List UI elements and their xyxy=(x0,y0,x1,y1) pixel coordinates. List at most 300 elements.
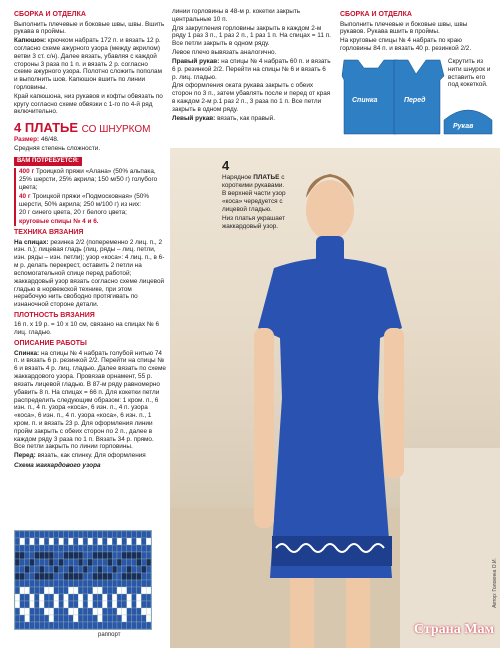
density-text: 16 п. x 19 р. = 10 x 10 см, связано на спицах № 6 лиц. гладью. xyxy=(14,321,160,337)
scheme-cell xyxy=(64,580,69,587)
scheme-cell xyxy=(15,580,20,587)
scheme-cell xyxy=(83,531,88,538)
scheme-cell xyxy=(146,601,151,608)
scheme-cell xyxy=(132,580,137,587)
scheme-cell xyxy=(83,545,88,552)
scheme-cell xyxy=(112,601,117,608)
scheme-cell xyxy=(68,580,73,587)
scheme-cell xyxy=(44,587,49,594)
scheme-cell xyxy=(102,615,107,622)
scheme-cell xyxy=(39,622,44,629)
scheme-cell xyxy=(93,552,98,559)
scheme-cell xyxy=(39,573,44,580)
scheme-cell xyxy=(30,559,35,566)
scheme-cell xyxy=(34,531,39,538)
scheme-cell xyxy=(39,587,44,594)
scheme-cell xyxy=(30,594,35,601)
scheme-cell xyxy=(112,566,117,573)
scheme-cell xyxy=(25,573,30,580)
scheme-cell xyxy=(88,580,93,587)
scheme-cell xyxy=(83,573,88,580)
scheme-cell xyxy=(49,608,54,615)
scheme-cell xyxy=(88,545,93,552)
materials-list xyxy=(14,168,166,226)
scheme-cell xyxy=(15,608,20,615)
scheme-cell xyxy=(44,594,49,601)
scheme-cell xyxy=(127,601,132,608)
scheme-cell xyxy=(98,559,103,566)
scheme-cell xyxy=(83,552,88,559)
scheme-cell xyxy=(49,601,54,608)
scheme-cell xyxy=(98,552,103,559)
scheme-cell xyxy=(127,615,132,622)
scheme-cell xyxy=(98,622,103,629)
scheme-cell xyxy=(132,573,137,580)
front-text xyxy=(14,452,166,460)
scheme-cell xyxy=(88,552,93,559)
scheme-cell xyxy=(83,601,88,608)
material-1 xyxy=(19,168,166,191)
scheme-cell xyxy=(132,587,137,594)
scheme-cell xyxy=(44,573,49,580)
scheme-cell xyxy=(59,594,64,601)
scheme-cell xyxy=(73,531,78,538)
scheme-cell xyxy=(78,594,83,601)
scheme-cell xyxy=(132,622,137,629)
scheme-cell xyxy=(49,531,54,538)
model-subtitle: СО ШНУРКОМ xyxy=(81,124,151,136)
technique-heading: ТЕХНИКА ВЯЗАНИЯ xyxy=(14,229,84,237)
scheme-cell xyxy=(73,545,78,552)
scheme-cell xyxy=(93,608,98,615)
scheme-cell xyxy=(141,552,146,559)
scheme-cell xyxy=(30,580,35,587)
scheme-cell xyxy=(93,601,98,608)
scheme-cell xyxy=(83,559,88,566)
front-body: вязать, как спинку. Для оформления xyxy=(37,452,146,460)
scheme-cell xyxy=(127,573,132,580)
scheme-cell xyxy=(136,601,141,608)
scheme-cell xyxy=(30,538,35,545)
scheme-cell xyxy=(68,594,73,601)
scheme-cell xyxy=(146,538,151,545)
scheme-cell xyxy=(73,580,78,587)
scheme-cell xyxy=(59,580,64,587)
scheme-cell xyxy=(102,594,107,601)
scheme-cell xyxy=(78,573,83,580)
scheme-cell xyxy=(20,538,25,545)
scheme-cell xyxy=(88,538,93,545)
scheme-cell xyxy=(44,545,49,552)
scheme-cell xyxy=(107,538,112,545)
scheme-cell xyxy=(127,538,132,545)
left-arm xyxy=(254,328,274,528)
scheme-cell xyxy=(44,531,49,538)
scheme-cell xyxy=(88,594,93,601)
scheme-cell xyxy=(122,587,127,594)
caption-jacquard: Низ платья украшает жаккардовый узор. xyxy=(222,214,286,230)
collar-text: На круговые спицы № 4 набрать по краю горловины 84 п. и вязать 40 р. резинкой 2/2. xyxy=(340,37,472,52)
scheme-cell xyxy=(93,594,98,601)
front-label: Перед: xyxy=(14,452,36,460)
material-2-text: Троицкой пряжи «Подмосковная» (50% шерсти, 50% акрила; 250 м/100 г) из них: xyxy=(19,192,150,208)
left-shoulder-text: Левое плечо вывязать аналогично. xyxy=(172,49,277,57)
scheme-cell xyxy=(15,594,20,601)
scheme-cell xyxy=(98,573,103,580)
scheme-cell xyxy=(73,608,78,615)
scheme-cell xyxy=(146,594,151,601)
scheme-cell xyxy=(98,601,103,608)
scheme-cell xyxy=(141,545,146,552)
scheme-cell xyxy=(15,622,20,629)
scheme-cell xyxy=(98,594,103,601)
scheme-cell xyxy=(34,594,39,601)
scheme-cell xyxy=(98,587,103,594)
scheme-cell xyxy=(122,538,127,545)
jacquard-scheme xyxy=(14,530,152,630)
scheme-cell xyxy=(88,601,93,608)
hood-text: крючком набрать 172 п. и вязать 12 р. согласно схеме ажурного узора (между акрилом) ветви 3 ст. с/н). Далее вязать, убавляя с каждой стороны 3 раза по 1 п. и вязать 2 р. согласно схеме ажурного узора. Полотно сложить пополам и выполнить шов. Капюшон вшить по линии горловины. xyxy=(14,37,162,92)
caption-cable: В верхней части узор «коса» чередуется с лицевой гладью. xyxy=(222,190,286,214)
scheme-cell xyxy=(54,580,59,587)
scheme-cell xyxy=(15,538,20,545)
scheme-cell xyxy=(136,615,141,622)
scheme-cell xyxy=(20,559,25,566)
material-4: круговые спицы № 4 и 6. xyxy=(19,218,99,226)
scheme-cell xyxy=(102,580,107,587)
scheme-cell xyxy=(54,566,59,573)
scheme-cell xyxy=(117,615,122,622)
scheme-cell xyxy=(117,559,122,566)
back-body: на спицы № 4 набрать голубой нитью 74 п. и вязать 6 р. резинкой 2/2. Перейти на спицы № 6 и вязать 4 р. лиц. гладью. Далее вязать по схеме жаккардового узора. Провязав орнамент, 55 р. вязать лицевой гладью. В 87-м ряду равномерно убавить 8 п. На спицах = 66 п. Для кокетки петли распределить следующим образом: 1 кром. п., 6 изн. п., 4 п. узора «коса», 6 изн. п., 4 п. узора «коса», 6 изн. п., 4 п. узора «коса», 6 изн. п., 1 кром. п. и вязать 23 р. Для оформления линии пройм закрыть с обеих сторон по 2 п., далее в каждом ряду 3 раза по 1 п. Вязать 34 р. прямо. Все петли закрыть по линии горловины. xyxy=(14,349,166,451)
scheme-cell xyxy=(107,608,112,615)
scheme-cell xyxy=(107,573,112,580)
scheme-cell xyxy=(30,587,35,594)
technique-label: На спицах: xyxy=(14,238,49,246)
scheme-cell xyxy=(39,531,44,538)
scheme-cell xyxy=(20,615,25,622)
scheme-cell xyxy=(64,559,69,566)
scheme-cell xyxy=(39,594,44,601)
scheme-cell xyxy=(78,538,83,545)
scheme-cell xyxy=(98,531,103,538)
scheme-cell xyxy=(39,615,44,622)
scheme-cell xyxy=(39,601,44,608)
scheme-cell xyxy=(39,566,44,573)
scheme-cell xyxy=(146,608,151,615)
scheme-cell xyxy=(107,587,112,594)
scheme-cell xyxy=(132,552,137,559)
scheme-cell xyxy=(20,580,25,587)
middle-column xyxy=(172,8,332,123)
scheme-cell xyxy=(136,566,141,573)
scheme-cell xyxy=(68,552,73,559)
scheme-cell xyxy=(73,566,78,573)
scheme-cell xyxy=(117,601,122,608)
scheme-cell xyxy=(30,573,35,580)
scheme-cell xyxy=(112,545,117,552)
scheme-cell xyxy=(25,531,30,538)
scheme-cell xyxy=(122,601,127,608)
scheme-cell xyxy=(54,615,59,622)
scheme-cell xyxy=(34,608,39,615)
scheme-cell xyxy=(88,587,93,594)
scheme-cell xyxy=(132,594,137,601)
sleeve-cap-text: Для оформления окатa рукава закрыть с обеих сторон по 3 п., затем убавлять после и перед от края в каждом 2-м р.1 раз 2 п., 3 раза по 1 п. Все петли закрыть в одном ряду. xyxy=(172,82,331,113)
scheme-cell xyxy=(146,566,151,573)
scheme-cell xyxy=(54,552,59,559)
scheme-cell xyxy=(44,615,49,622)
scheme-cell xyxy=(127,552,132,559)
scheme-cell xyxy=(64,566,69,573)
scheme-cell xyxy=(73,622,78,629)
face xyxy=(306,180,354,240)
technique-text xyxy=(14,239,166,309)
scheme-cell xyxy=(98,615,103,622)
scheme-cell xyxy=(25,566,30,573)
scheme-cell xyxy=(93,580,98,587)
scheme-cell xyxy=(88,615,93,622)
scheme-cell xyxy=(59,566,64,573)
scheme-cell xyxy=(88,608,93,615)
scheme-cell xyxy=(127,566,132,573)
scheme-cell xyxy=(107,552,112,559)
scheme-cell xyxy=(73,552,78,559)
scheme-cell xyxy=(25,552,30,559)
scheme-cell xyxy=(93,559,98,566)
scheme-cell xyxy=(117,552,122,559)
scheme-cell xyxy=(132,615,137,622)
scheme-cell xyxy=(141,622,146,629)
scheme-cell xyxy=(132,601,137,608)
scheme-cell xyxy=(117,622,122,629)
scheme-cell xyxy=(117,580,122,587)
scheme-cell xyxy=(15,615,20,622)
scheme-cell xyxy=(122,580,127,587)
right-sleeve-text xyxy=(172,58,332,81)
scheme-cell xyxy=(107,615,112,622)
scheme-cell xyxy=(141,594,146,601)
scheme-cell xyxy=(122,552,127,559)
scheme-cell xyxy=(15,559,20,566)
right-assembly-heading: СБОРКА И ОТДЕЛКА xyxy=(340,11,412,18)
neckline-text: линии горловины в 48-м р. кокетки закрыть центральные 10 п. xyxy=(172,8,301,23)
scheme-cell xyxy=(112,580,117,587)
scheme-cell xyxy=(44,559,49,566)
scheme-cell xyxy=(141,538,146,545)
scheme-cell xyxy=(112,594,117,601)
scheme-cell xyxy=(15,552,20,559)
cord-text: Скрутить из нити шнурок и вставить его под кокеткой. xyxy=(448,58,491,89)
scheme-cell xyxy=(15,545,20,552)
scheme-cell xyxy=(54,559,59,566)
scheme-cell xyxy=(30,608,35,615)
chair xyxy=(400,448,500,648)
scheme-cell xyxy=(146,573,151,580)
material-2-amount: 40 г xyxy=(19,192,31,200)
scheme-cell xyxy=(25,587,30,594)
scheme-cell xyxy=(59,531,64,538)
scheme-cell xyxy=(20,594,25,601)
scheme-cell xyxy=(88,622,93,629)
scheme-cell xyxy=(54,622,59,629)
scheme-cell xyxy=(44,566,49,573)
scheme-cell xyxy=(49,622,54,629)
scheme-cell xyxy=(141,615,146,622)
scheme-cell xyxy=(102,545,107,552)
scheme-cell xyxy=(64,615,69,622)
scheme-cell xyxy=(25,622,30,629)
scheme-cell xyxy=(93,545,98,552)
scheme-cell xyxy=(122,608,127,615)
scheme-cell xyxy=(102,608,107,615)
scheme-cell xyxy=(132,531,137,538)
scheme-cell xyxy=(64,531,69,538)
photo-caption xyxy=(222,158,302,232)
scheme-cell xyxy=(73,538,78,545)
scheme-cell xyxy=(122,622,127,629)
scheme-cell xyxy=(49,594,54,601)
scheme-cell xyxy=(34,615,39,622)
scheme-cell xyxy=(146,587,151,594)
scheme-cell xyxy=(49,615,54,622)
scheme-cell xyxy=(73,594,78,601)
model-number: 4 xyxy=(14,120,22,136)
scheme-cell xyxy=(93,587,98,594)
scheme-cell xyxy=(64,552,69,559)
back-piece-label: Спинка xyxy=(352,97,378,104)
model-photo xyxy=(170,148,500,648)
right-arm xyxy=(384,328,404,478)
scheme-cell xyxy=(141,559,146,566)
scheme-cell xyxy=(136,587,141,594)
density-heading: ПЛОТНОСТЬ ВЯЗАНИЯ xyxy=(14,311,95,319)
scheme-cell xyxy=(44,608,49,615)
scheme-cell xyxy=(59,601,64,608)
left-sleeve-label: Левый рукав: xyxy=(172,114,216,122)
scheme-cell xyxy=(122,594,127,601)
scheme-cell xyxy=(59,559,64,566)
scheme-cell xyxy=(102,531,107,538)
scheme-cell xyxy=(78,559,83,566)
scheme-cell xyxy=(102,622,107,629)
caption-number: 4 xyxy=(222,158,230,173)
scheme-cell xyxy=(59,615,64,622)
scheme-cell xyxy=(54,545,59,552)
scheme-cell xyxy=(117,587,122,594)
scheme-cell xyxy=(15,601,20,608)
scheme-cell xyxy=(93,566,98,573)
scheme-cell xyxy=(141,601,146,608)
right-leg xyxy=(346,578,370,648)
scheme-cell xyxy=(78,587,83,594)
scheme-cell xyxy=(136,531,141,538)
caption-tail: с короткими рукавами. xyxy=(222,173,285,189)
scheme-cell xyxy=(93,615,98,622)
scheme-cell xyxy=(141,566,146,573)
scheme-cell xyxy=(117,531,122,538)
scheme-cell xyxy=(39,552,44,559)
scheme-cell xyxy=(68,531,73,538)
scheme-cell xyxy=(15,531,20,538)
scheme-cell xyxy=(68,608,73,615)
scheme-cell xyxy=(117,594,122,601)
scheme-cell xyxy=(102,538,107,545)
scheme-cell xyxy=(49,559,54,566)
scheme-cell xyxy=(68,573,73,580)
scheme-cell xyxy=(39,538,44,545)
scheme-cell xyxy=(64,573,69,580)
scheme-cell xyxy=(122,531,127,538)
scheme-cell xyxy=(15,566,20,573)
scheme-cell xyxy=(64,594,69,601)
material-3: 20 г синего цвета, 20 г белого цвета; xyxy=(19,209,127,217)
scheme-cell xyxy=(136,559,141,566)
hood-label: Капюшон: xyxy=(14,37,47,45)
scheme-cell xyxy=(78,552,83,559)
scheme-cell xyxy=(98,580,103,587)
scheme-cell xyxy=(146,615,151,622)
sleeve-piece xyxy=(444,110,492,134)
scheme-cell xyxy=(59,545,64,552)
scheme-cell xyxy=(93,531,98,538)
scheme-cell xyxy=(141,608,146,615)
scheme-cell xyxy=(78,545,83,552)
scheme-cell xyxy=(54,601,59,608)
scheme-cell xyxy=(59,608,64,615)
scheme-cell xyxy=(83,615,88,622)
scheme-cell xyxy=(88,531,93,538)
scheme-cell xyxy=(25,608,30,615)
back-label: Спинка: xyxy=(14,349,40,357)
scheme-cell xyxy=(64,608,69,615)
model-word: ПЛАТЬЕ xyxy=(24,120,79,136)
scheme-cell xyxy=(107,559,112,566)
scheme-cell xyxy=(30,552,35,559)
scheme-cell xyxy=(122,573,127,580)
scheme-cell xyxy=(112,538,117,545)
scheme-cell xyxy=(34,552,39,559)
caption-title xyxy=(222,174,302,190)
scheme-cell xyxy=(44,552,49,559)
scheme-cell xyxy=(78,580,83,587)
scheme-cell xyxy=(25,580,30,587)
scheme-cell xyxy=(20,573,25,580)
scheme-cell xyxy=(30,531,35,538)
scheme-cell xyxy=(25,545,30,552)
scheme-cell xyxy=(39,608,44,615)
scheme-cell xyxy=(20,622,25,629)
scheme-cell xyxy=(68,587,73,594)
scheme-cell xyxy=(30,622,35,629)
scheme-cell xyxy=(98,608,103,615)
scheme-cell xyxy=(132,538,137,545)
scheme-cell xyxy=(78,566,83,573)
scheme-cell xyxy=(127,587,132,594)
scheme-cell xyxy=(98,545,103,552)
scheme-cell xyxy=(117,545,122,552)
scheme-cell xyxy=(136,538,141,545)
left-column xyxy=(14,8,166,471)
scheme-cell xyxy=(78,622,83,629)
scheme-cell xyxy=(88,559,93,566)
scheme-cell xyxy=(25,601,30,608)
size-value: 46/48. xyxy=(40,136,59,144)
scheme-cell xyxy=(122,559,127,566)
scheme-cell xyxy=(132,545,137,552)
scheme-cell xyxy=(44,580,49,587)
scheme-cell xyxy=(127,545,132,552)
